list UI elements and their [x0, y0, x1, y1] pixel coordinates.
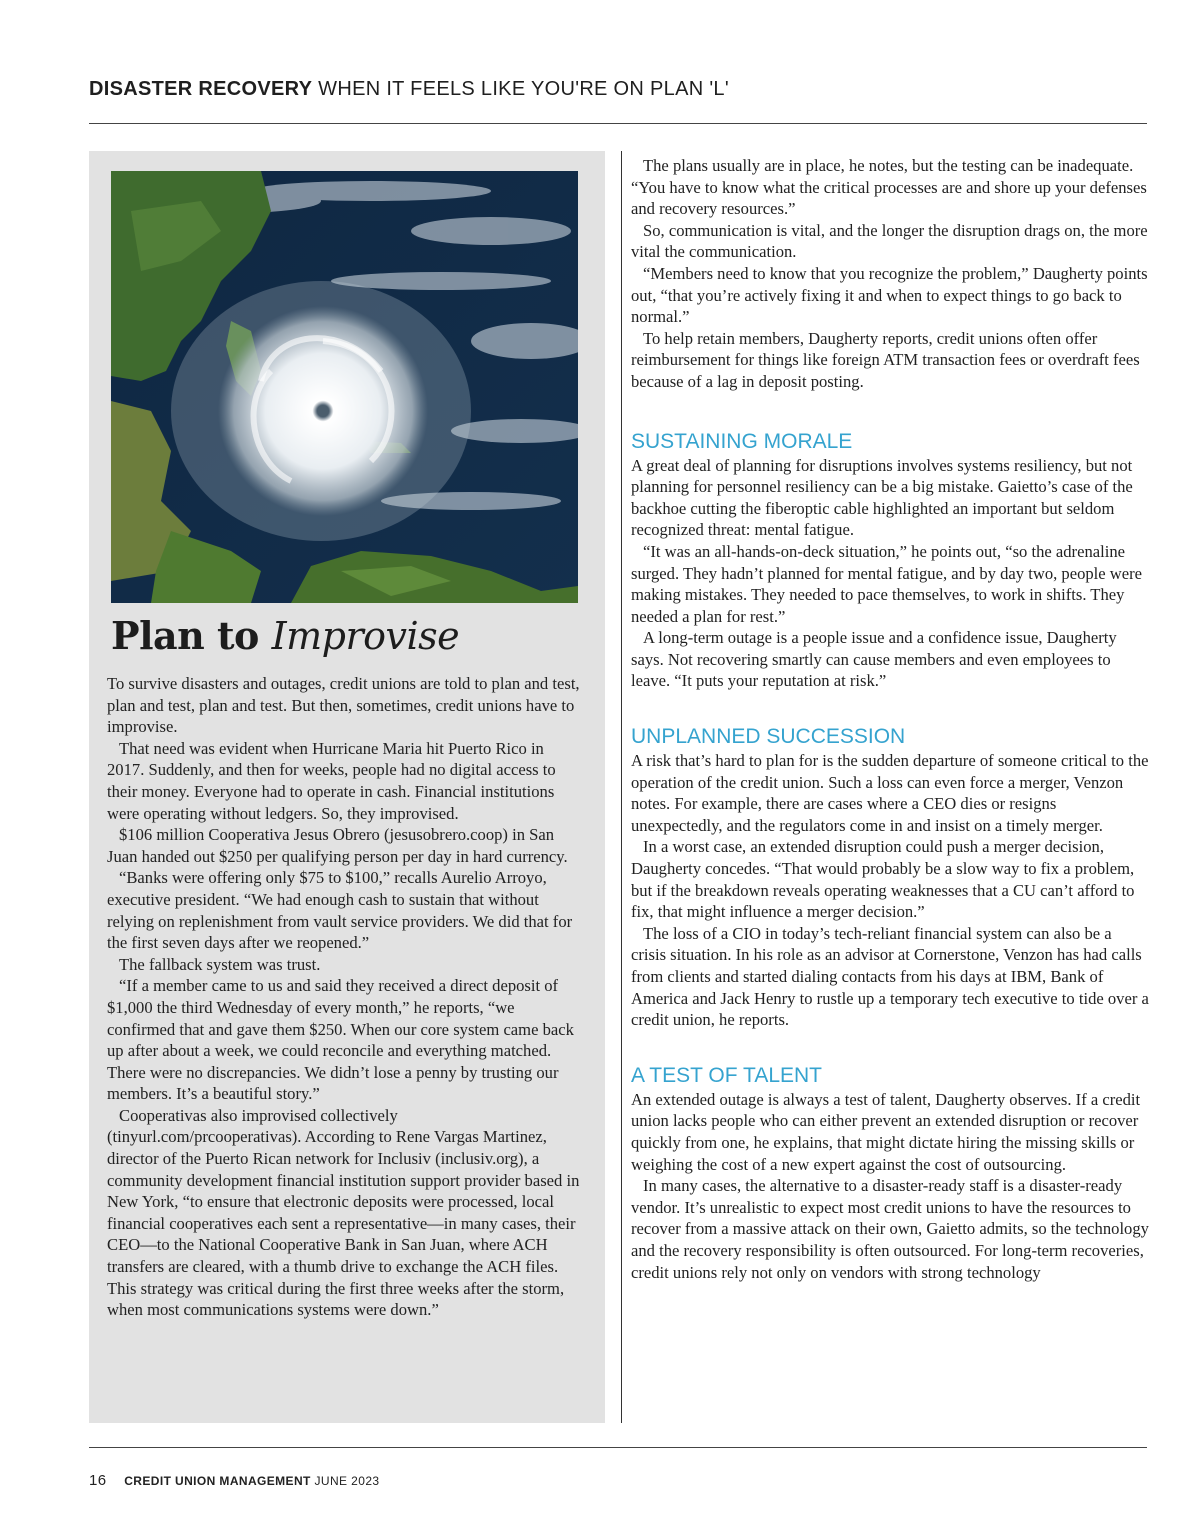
body-paragraph: The loss of a CIO in today’s tech-reliant financial system can also be a crisis situation. In his role as an advisor at Cornerstone, Venzon has had calls from clients and started dialing contacts from his days at IBM, Bank of America and Jack Henry to rustle up a temporary tech executive to tide over a credit union, he reports. — [631, 923, 1149, 1030]
sidebar-box — [89, 151, 605, 1423]
body-paragraph: In many cases, the alternative to a disaster-ready staff is a disaster-ready vendor. It’s unrealistic to expect most credit unions to have the resources to recover from a massive attack on their own, Gaietto admits, so the technology and the recovery responsibility is often outsourced. For long-term recoveries, credit unions rely not only on vendors with strong technology — [631, 1176, 1149, 1282]
section-heading-succession: UNPLANNED SUCCESSION — [631, 725, 906, 749]
article-title: WHEN IT FEELS LIKE YOU'RE ON PLAN 'L' — [318, 78, 729, 100]
page-header — [89, 78, 729, 101]
body-paragraph: A long-term outage is a people issue and a confidence issue, Daugherty says. Not recovering smartly can cause members and even employees to leave. “It puts your reputation at risk.” — [631, 628, 1117, 691]
body-paragraph: A great deal of planning for disruptions involves systems resiliency, but not planning for personnel resiliency can be a big mistake. Gaietto’s case of the backhoe cutting the fiberoptic cable highlighted an important but seldom recognized threat: mental fatigue. — [631, 455, 1133, 540]
sidebar-paragraph: To survive disasters and outages, credit unions are told to plan and test, plan and test, plan and test. But then, sometimes, credit unions have to improvise. — [107, 674, 580, 737]
body-paragraph: “Members need to know that you recognize the problem,” Daugherty points out, “that you’re actively fixing it and when to expect things to go back to normal.” — [631, 263, 1148, 327]
body-paragraph: So, communication is vital, and the longer the disruption drags on, the more vital the communication. — [631, 220, 1148, 262]
sidebar-paragraph: Cooperativas also improvised collectively (tinyurl.com/prcooperativas). According to Rene Vargas Martinez, director of the Puerto Rican network for Inclusiv (inclusiv.org), a community development financial institution support provider based in New York, “to ensure that electronic deposits were processed, local financial cooperatives each sent a representative—in many cases, their CEO—to the National Cooperative Bank in San Juan, where ACH transfers are cleared, with a thumb drive to exchange the ACH files. This strategy was critical during the first three weeks after the storm, when most communications systems were down.” — [107, 1105, 580, 1320]
page-footer — [89, 1472, 379, 1489]
section-heading-talent: A TEST OF TALENT — [631, 1063, 822, 1087]
body-paragraph: In a worst case, an extended disruption could push a merger decision, Daugherty concedes. “That would probably be a slow way to fix a problem, but if the breakdown reveals operating weaknesses that a CU can’t afford to fix, that might influence a merger decision.” — [631, 837, 1135, 922]
body-paragraph: The plans usually are in place, he notes, but the testing can be inadequate. “You have to know what the critical processes are and shore up your defenses and recovery resources.” — [631, 156, 1147, 219]
sidebar-body — [107, 673, 581, 1321]
sidebar-headline-italic: Improvise — [271, 614, 460, 658]
issue-date: JUNE 2023 — [314, 1474, 380, 1488]
body-paragraph: To help retain members, Daugherty reports, credit unions often offer reimbursement for things like foreign ATM transaction fees or overdraft fees because of a lag in deposit posting. — [631, 328, 1140, 391]
body-paragraph: “It was an all-hands-on-deck situation,” he points out, “so the adrenaline surged. They hadn’t planned for mental fatigue, and by day two, people were making mistakes. They needed to pace themselves, to work in shifts. They needed a plan for rest.” — [631, 541, 1143, 626]
header-divider — [89, 123, 1147, 124]
sidebar-headline — [111, 613, 459, 658]
sidebar-paragraph: $106 million Cooperativa Jesus Obrero (jesusobrero.coop) in San Juan handed out $250 per qualifying person per day in hard currency. — [107, 825, 568, 866]
sidebar-headline-plain: Plan to — [111, 613, 259, 658]
page-number: 16 — [89, 1472, 107, 1489]
sidebar-paragraph: “Banks were offering only $75 to $100,” recalls Aurelio Arroyo, executive president. “We had enough cash to sustain that without relying on replenishment from vault service providers. We did that for the first seven days after we reopened.” — [107, 868, 573, 953]
section-heading-morale: SUSTAINING MORALE — [631, 429, 853, 453]
magazine-name: CREDIT UNION MANAGEMENT — [124, 1474, 311, 1488]
main-column — [631, 155, 1149, 1283]
hurricane-satellite-image — [111, 171, 578, 603]
section-kicker: DISASTER RECOVERY — [89, 78, 313, 100]
body-paragraph: An extended outage is always a test of talent, Daugherty observes. If a credit union lacks people who can either prevent an extended disruption or recover quickly from one, he explains, that might dictate hiring the missing skills or weighing the cost of a new expert against the cost of outsourcing. — [631, 1089, 1141, 1174]
sidebar-paragraph: “If a member came to us and said they received a direct deposit of $1,000 the third Wednesday of every month,” he reports, “we confirmed that and gave them $250. When our core system came back up after about a week, we could reconcile and everything matched. There were no discrepancies. We didn’t lose a penny by trusting our members. It’s a beautiful story.” — [107, 976, 574, 1104]
sidebar-paragraph: The fallback system was trust. — [119, 954, 321, 974]
body-paragraph: A risk that’s hard to plan for is the sudden departure of someone critical to the operation of the credit union. Such a loss can even force a merger, Venzon notes. For example, there are cases where a CEO dies or resigns unexpectedly, and the regulators come in and insist on a timely merger. — [631, 751, 1149, 835]
sidebar-paragraph: That need was evident when Hurricane Maria hit Puerto Rico in 2017. Suddenly, and then for weeks, people had no digital access to their money. Everyone had to operate in cash. Financial institutions were operating without ledgers. So, they improvised. — [107, 738, 556, 823]
column-divider — [621, 151, 622, 1423]
footer-divider — [89, 1447, 1147, 1448]
